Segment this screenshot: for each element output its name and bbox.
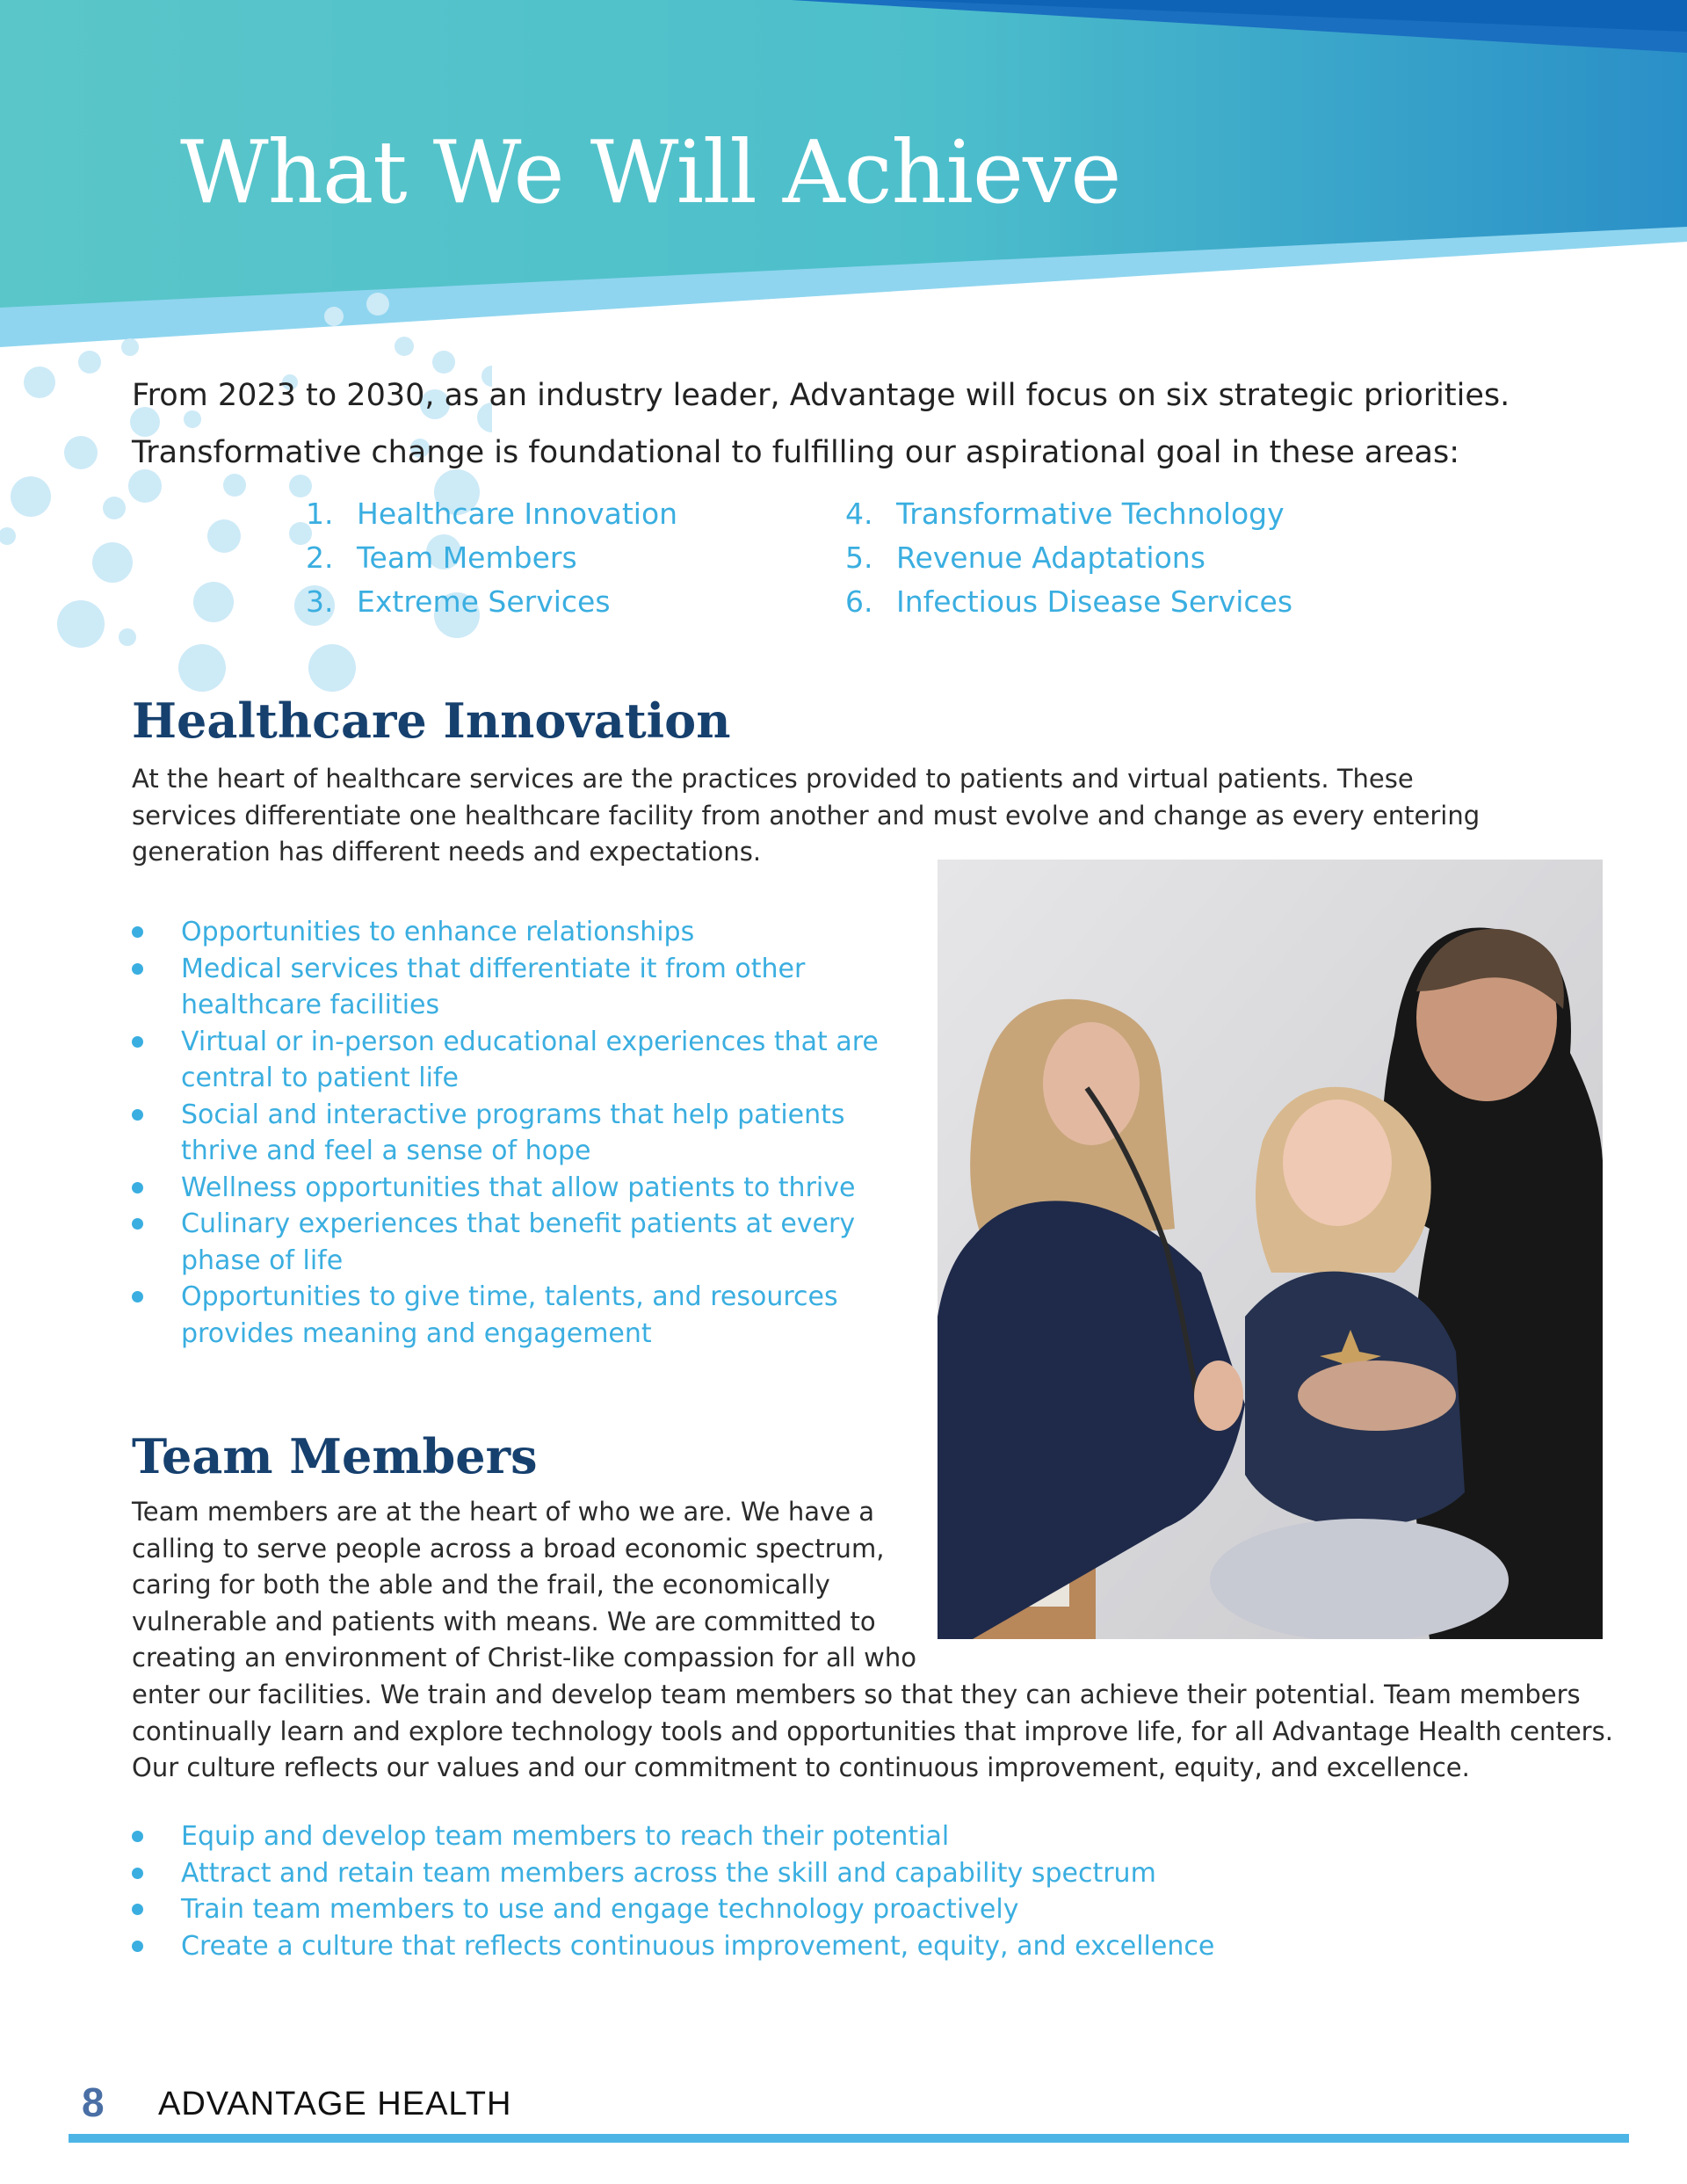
priority-item: 4. Transformative Technology [845, 497, 1285, 531]
list-item: Virtual or in-person educational experiences that are central to patient life [132, 1024, 905, 1097]
priority-item: 2. Team Members [306, 541, 577, 575]
list-item: Culinary experiences that benefit patients at every phase of life [132, 1206, 905, 1279]
list-item: Social and interactive programs that help patients thrive and feel a sense of hope [132, 1097, 905, 1170]
priority-item: 1. Healthcare Innovation [306, 497, 678, 531]
healthcare-innovation-bullets [132, 914, 905, 1352]
page-title: What We Will Achieve [180, 123, 1121, 223]
list-item: Medical services that differentiate it from other healthcare facilities [132, 951, 905, 1024]
priorities-list-right [845, 492, 1292, 624]
list-item: Opportunities to enhance relationships [132, 914, 905, 951]
intro-line-1: From 2023 to 2030, as an industry leader, Advantage will focus on six strategic priorities. [132, 378, 1510, 413]
section-heading-healthcare-innovation: Healthcare Innovation [132, 693, 731, 749]
team-members-paragraph-wide: enter our facilities. We train and develop team members so that they can achieve their potential. Team members continually learn and explore technology tools and opportunities that improve life, for all Advantage Health centers. Our culture reflects our values and our commitment to continuous improvement, equity, and excellence. [132, 1680, 1613, 1782]
footer-brand: ADVANTAGE HEALTH [158, 2086, 512, 2122]
section-heading-team-members: Team Members [132, 1428, 538, 1484]
intro-paragraph [132, 367, 1538, 482]
team-members-paragraph-narrow: Team members are at the heart of who we are. We have a calling to serve people across a broad economic spectrum, caring for both the able and the frail, the economically vulnerable and patients with means. We are committed to creating an environment of Christ-like compassion for all who [132, 1497, 916, 1672]
list-item: Attract and retain team members across the skill and capability spectrum [132, 1855, 1450, 1892]
priority-item: 6. Infectious Disease Services [845, 584, 1293, 619]
photo-nurse-with-child [938, 860, 1603, 1639]
list-item: Wellness opportunities that allow patients to thrive [132, 1170, 905, 1207]
page-number: 8 [82, 2079, 105, 2125]
priority-item: 3. Extreme Services [306, 584, 611, 619]
priorities-list-left [306, 492, 677, 624]
team-members-bullets [132, 1818, 1450, 1964]
footer-divider [69, 2134, 1629, 2143]
intro-line-2: Transformative change is foundational to fulfilling our aspirational goal in these areas: [132, 435, 1459, 470]
list-item: Opportunities to give time, talents, and resources provides meaning and engagement [132, 1279, 905, 1352]
list-item: Equip and develop team members to reach their potential [132, 1818, 1450, 1855]
priority-item: 5. Revenue Adaptations [845, 541, 1206, 575]
list-item: Create a culture that reflects continuous improvement, equity, and excellence [132, 1928, 1450, 1965]
list-item: Train team members to use and engage technology proactively [132, 1891, 1450, 1928]
healthcare-innovation-paragraph: At the heart of healthcare services are the practices provided to patients and virtual patients. These services differentiate one healthcare facility from another and must evolve and change as every entering generation has different needs and expectations. [132, 764, 1481, 867]
